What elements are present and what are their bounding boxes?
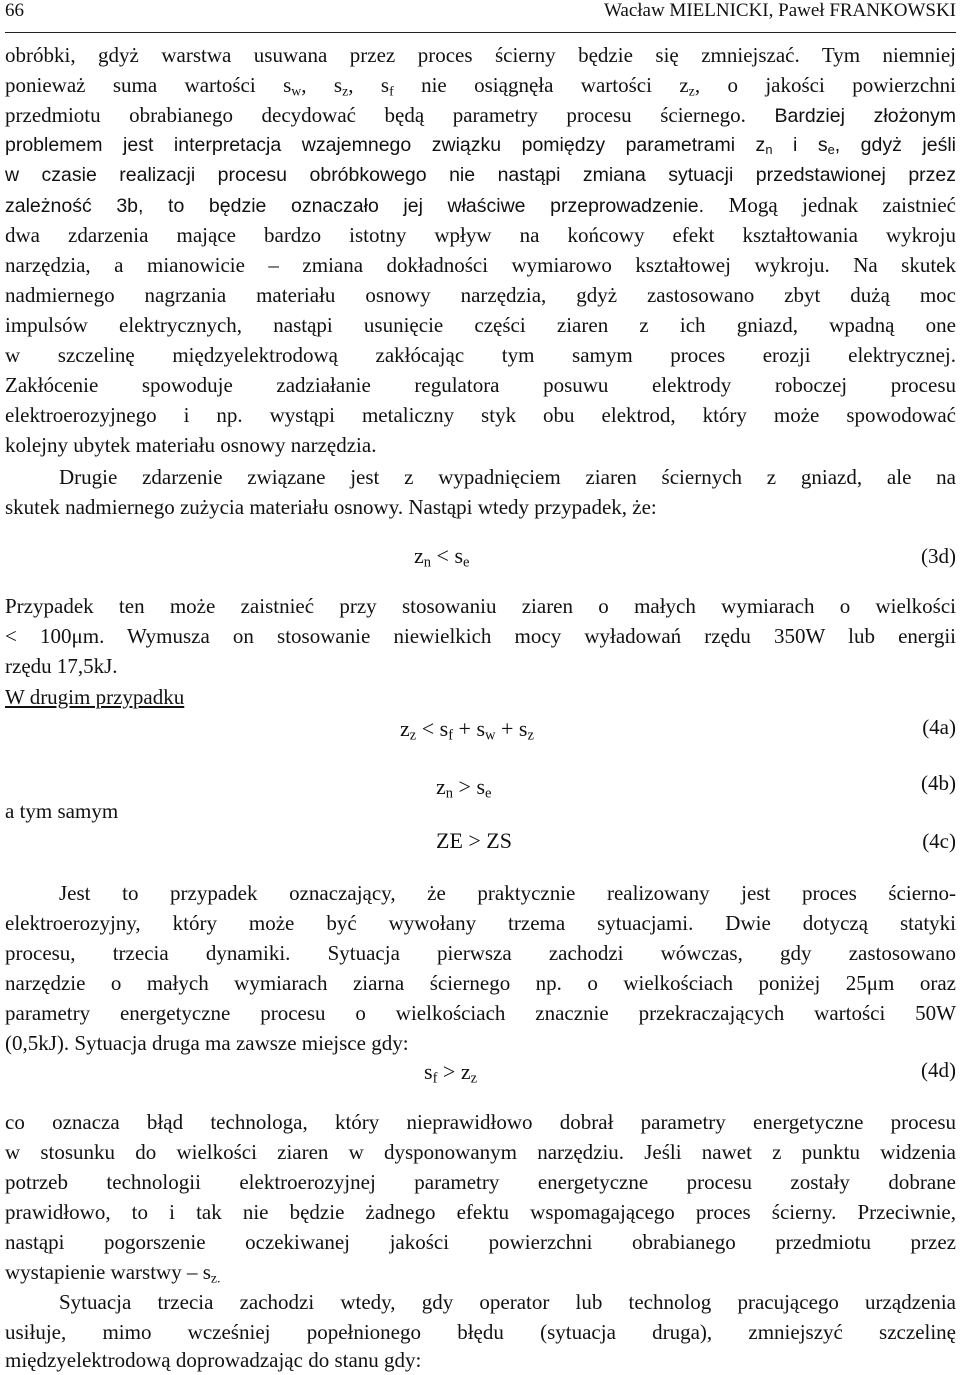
text-line: zależność 3b, to będzie oznaczało jej właściwe przeprowadzenie. Mogą jednak zaistnieć [5,193,956,217]
text-line: Sytuacja trzecia zachodzi wtedy, gdy operator lub technolog pracującego urządzenia [59,1290,956,1314]
equation-number: (4b) [921,771,956,795]
text-line: narzędzia, a mianowicie – zmiana dokładności wymiarowo kształtowej wykroju. Na skutek [5,253,956,277]
equation-4d: $s_f > z_z$ [424,1059,478,1087]
text-line: wystapienie warstwy – $s_{z.}$ [5,1260,221,1286]
text-line: nastąpi pogorszenie oczekiwanej jakości powierzchni obrabianego przedmiotu przez [5,1230,956,1254]
text-line: ponieważ suma wartości $s_w$, $s_z$, $s_f$ nie osiągnęła wartości $z_z$, o jakości powierzchni [5,73,956,99]
text-line: procesu, trzecia dynamiki. Sytuacja pierwsza zachodzi wówczas, gdy zastosowano [5,941,956,965]
text-line: elektroerozyjnego i np. wystąpi metaliczny styk obu elektrod, który może spowodować [5,403,956,427]
equation-number: (3d) [921,544,956,568]
text-line: impulsów elektrycznych, nastąpi usunięcie części ziaren z ich gniazd, wpadną one [5,313,956,337]
text-line: a tym samym [5,799,119,823]
text-line: skutek nadmiernego zużycia materiału osnowy. Nastąpi wtedy przypadek, że: [5,495,657,519]
page-number: 66 [5,0,24,21]
text-line: Drugie zdarzenie związane jest z wypadnięciem ziaren ściernych z gniazd, ale na [59,465,956,489]
text-line: parametry energetyczne procesu o wielkościach znacznie przekraczających wartości 50W [5,1001,956,1025]
text-line: międzyelektrodową doprowadzając do stanu gdy: [5,1348,422,1372]
text-line: rzędu 17,5kJ. [5,654,118,678]
page-header [5,0,956,32]
text-line: co oznacza błąd technologa, który nieprawidłowo dobrał parametry energetyczne procesu [5,1110,956,1134]
text-line: narzędzie o małych wymiarach ziarna ściernego np. o wielkościach poniżej 25μm oraz [5,971,956,995]
text-line: kolejny ubytek materiału osnowy narzędzia. [5,433,377,457]
text-line: w szczelinę międzyelektrodową zakłócając tym samym proces erozji elektrycznej. [5,343,956,367]
equation-4b: $z_n > s_e$ [436,774,492,802]
equation-number: (4d) [921,1058,956,1082]
text-line: przedmiotu obrabianego decydować będą parametry procesu ściernego. Bardziej złożonym [5,103,957,127]
equation-number: (4c) [922,829,956,853]
text-line: usiłuje, mimo wcześniej popełnionego błędu (sytuacja druga), zmniejszyć szczelinę [5,1320,956,1344]
equation-4c: ZE > ZS [436,828,512,853]
equation-number: (4a) [922,715,956,739]
text-line: elektroerozyjny, który może być wywołany trzema sytuacjami. Dwie dotyczą statyki [5,911,956,935]
equation-3d: $z_n < s_e$ [414,543,470,571]
text-line: potrzeb technologii elektroerozyjnej parametry energetyczne procesu zostały dobrane [5,1170,956,1194]
text-line: Zakłócenie spowoduje zadziałanie regulatora posuwu elektrody roboczej procesu [5,373,956,397]
running-authors: Wacław MIELNICKI, Paweł FRANKOWSKI [603,0,956,21]
text-line: Przypadek ten może zaistnieć przy stosowaniu ziaren o małych wymiarach o wielkości [5,594,956,618]
text-line: dwa zdarzenia mające bardzo istotny wpływ na końcowy efekt kształtowania wykroju [5,223,956,247]
text-line: prawidłowo, to i tak nie będzie żadnego efektu wspomagającego proces ścierny. Przeciwnie, [5,1200,956,1224]
text-line: W drugim przypadku [5,685,185,709]
text-line: (0,5kJ). Sytuacja druga ma zawsze miejsce gdy: [5,1031,409,1055]
text-line: obróbki, gdyż warstwa usuwana przez proces ścierny będzie się zmniejszać. Tym niemniej [5,43,956,67]
text-line: < 100μm. Wymusza on stosowanie niewielkich mocy wyładowań rzędu 350W lub energii [5,624,956,648]
text-line: w stosunku do wielkości ziaren w dysponowanym narzędziu. Jeśli nawet z punktu widzenia [5,1140,956,1164]
text-line: w czasie realizacji procesu obróbkowego nie nastąpi zmiana sytuacji przedstawionej przez [5,164,956,186]
text-line: nadmiernego nagrzania materiału osnowy narzędzia, gdyż zastosowano zbyt dużą moc [5,283,956,307]
header-rule [5,32,956,33]
text-line: Jest to przypadek oznaczający, że praktycznie realizowany jest proces ścierno- [59,881,956,905]
text-line: problemem jest interpretacja wzajemnego związku pomiędzy parametrami $z_n$ i $s_e$, gdyż jeśli [5,134,956,158]
equation-4a: $z_z < s_f + s_w + s_z$ [400,716,534,744]
